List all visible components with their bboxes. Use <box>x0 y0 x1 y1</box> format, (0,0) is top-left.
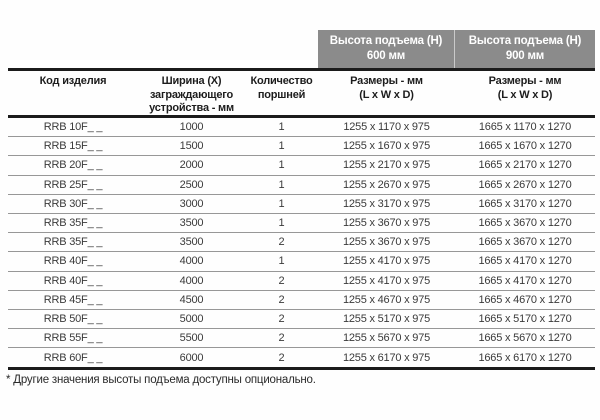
table-cell: 1255 x 4170 x 975 <box>342 274 431 287</box>
table-cell: 1665 x 4170 x 1270 <box>478 255 572 268</box>
table-cell: RRB 45F_ _ <box>43 293 103 306</box>
table-cell: RRB 40F_ _ <box>43 274 103 287</box>
column-header-cell <box>455 71 595 116</box>
table-cell: 1665 x 1170 x 1270 <box>478 121 572 134</box>
table-cell: 1255 x 2670 x 975 <box>342 178 431 191</box>
header-line: (L x W x D) <box>497 88 553 101</box>
table-cell: 1665 x 5670 x 1270 <box>478 332 572 345</box>
table-cell: 1 <box>278 140 285 153</box>
footnote: * Другие значения высоты подъема доступны опционально. <box>6 374 316 386</box>
table-cell: 1665 x 6170 x 1270 <box>478 351 572 364</box>
header-line: 600 мм <box>366 50 406 62</box>
table-row <box>8 329 595 348</box>
table-cell: 1 <box>278 217 285 230</box>
table-cell: 1665 x 3670 x 1270 <box>478 236 572 249</box>
table-row <box>8 176 595 195</box>
table-cell: 1255 x 4170 x 975 <box>342 255 431 268</box>
table-cell: 2 <box>278 351 285 364</box>
table-cell: 1255 x 3670 x 975 <box>342 236 431 249</box>
table-cell: 1255 x 2170 x 975 <box>342 159 431 172</box>
table-cell: RRB 15F_ _ <box>43 140 103 153</box>
header-line: Размеры - мм <box>350 75 423 87</box>
table-cell: 2 <box>278 332 285 345</box>
table-cell: RRB 35F_ _ <box>43 236 103 249</box>
table-row <box>8 137 595 156</box>
table-row <box>8 348 595 367</box>
table-cell: 1 <box>278 178 285 191</box>
table-row <box>8 291 595 310</box>
column-header-cell <box>318 71 455 116</box>
header-line: Количество <box>250 75 313 87</box>
header-line: заграждающего <box>149 88 234 101</box>
table-cell: RRB 10F_ _ <box>43 121 103 134</box>
header-line: Высота подъема (H) <box>468 35 582 47</box>
group-header-spacer <box>138 30 245 68</box>
table-cell: 1665 x 2670 x 1270 <box>478 178 572 191</box>
table-cell: 1000 <box>179 121 204 134</box>
table-cell: 1255 x 1670 x 975 <box>342 140 431 153</box>
table-cell: 1665 x 3670 x 1270 <box>478 217 572 230</box>
group-header-spacer <box>8 30 138 68</box>
table-cell: RRB 40F_ _ <box>43 255 103 268</box>
table-cell: RRB 35F_ _ <box>43 217 103 230</box>
table-cell: 3500 <box>179 217 204 230</box>
table-cell: 1255 x 6170 x 975 <box>342 351 431 364</box>
table-cell: 2 <box>278 274 285 287</box>
table-cell: RRB 50F_ _ <box>43 312 103 325</box>
table-row <box>8 214 595 233</box>
table-cell: 2 <box>278 293 285 306</box>
table-cell: RRB 25F_ _ <box>43 178 103 191</box>
table-bottom-rule <box>8 367 595 370</box>
column-header-row <box>8 71 595 115</box>
column-header-cell <box>8 71 138 116</box>
group-header-cell <box>318 30 455 68</box>
table-cell: 1665 x 4170 x 1270 <box>478 274 572 287</box>
table-cell: 4000 <box>179 255 204 268</box>
header-line: (L x W x D) <box>359 88 414 101</box>
table-cell: 1255 x 1170 x 975 <box>343 121 430 134</box>
table-cell: 5500 <box>179 332 204 345</box>
group-header-row <box>8 30 595 68</box>
table-cell: 2 <box>278 312 285 325</box>
table-body <box>8 118 595 367</box>
table-cell: 1665 x 5170 x 1270 <box>478 312 572 325</box>
header-line: Ширина (X) <box>161 75 222 87</box>
table-cell: 5000 <box>179 312 204 325</box>
table-row <box>8 118 595 137</box>
table-cell: 1255 x 4670 x 975 <box>342 293 431 306</box>
table-cell: 1255 x 3170 x 975 <box>342 197 431 210</box>
table-row <box>8 310 595 329</box>
table-cell: 1 <box>278 197 285 210</box>
table-cell: 3500 <box>179 236 204 249</box>
header-line: 900 мм <box>505 50 545 62</box>
column-header-cell <box>245 71 318 116</box>
table-cell: 2500 <box>179 178 204 191</box>
table-cell: 2000 <box>179 159 204 172</box>
table-cell: 6000 <box>179 351 204 364</box>
table-cell: 1 <box>278 159 285 172</box>
product-spec-table <box>8 30 595 370</box>
header-line: устройства - мм <box>149 102 234 114</box>
table-cell: RRB 20F_ _ <box>43 159 103 172</box>
header-line: поршней <box>257 88 306 101</box>
header-line: Высота подъема (H) <box>329 35 443 47</box>
table-cell: 1500 <box>179 140 204 153</box>
table-row <box>8 195 595 214</box>
table-cell: 4500 <box>179 293 204 306</box>
table-row <box>8 233 595 252</box>
group-header-cell <box>455 30 595 68</box>
table-cell: 3000 <box>179 197 204 210</box>
group-header-spacer <box>245 30 318 68</box>
table-cell: 4000 <box>179 274 204 287</box>
table-row <box>8 156 595 175</box>
header-line: Код изделия <box>39 75 107 87</box>
table-row <box>8 272 595 291</box>
table-cell: RRB 60F_ _ <box>43 351 103 364</box>
table-cell: 1665 x 4670 x 1270 <box>478 293 572 306</box>
table-cell: 1665 x 1670 x 1270 <box>478 140 572 153</box>
table-row <box>8 252 595 271</box>
table-cell: 1255 x 5170 x 975 <box>342 312 431 325</box>
table-cell: RRB 30F_ _ <box>43 197 103 210</box>
table-cell: 1255 x 5670 x 975 <box>342 332 431 345</box>
table-cell: 1 <box>278 121 285 134</box>
table-cell: 1665 x 3170 x 1270 <box>478 197 572 210</box>
column-header-cell <box>138 71 245 116</box>
table-cell: 1665 x 2170 x 1270 <box>478 159 572 172</box>
table-cell: 1 <box>278 255 285 268</box>
table-cell: 2 <box>278 236 285 249</box>
header-line: Размеры - мм <box>488 75 562 87</box>
table-cell: 1255 x 3670 x 975 <box>342 217 431 230</box>
table-cell: RRB 55F_ _ <box>43 332 103 345</box>
